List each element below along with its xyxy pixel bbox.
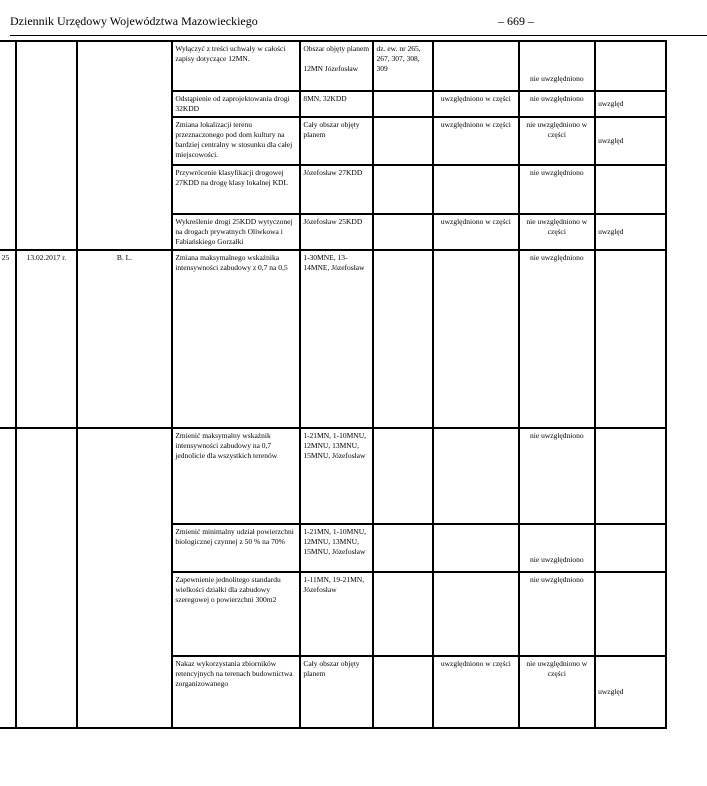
- lp-cell: [0, 41, 16, 250]
- council-decision: nie uwzględniono: [519, 165, 596, 214]
- mayor-decision: uwzględniono w części: [433, 91, 518, 117]
- plot-numbers: [373, 91, 433, 117]
- council-decision: nie uwzględniono w części: [519, 214, 596, 250]
- comment-content: Zmienić minimalny udział powierzchni biologicznej czynnej z 50 % na 70%: [172, 524, 300, 572]
- plot-numbers: [373, 656, 433, 728]
- comment-content: Zmiana maksymalnego wskaźnika intensywności zabudowy z 0,7 na 0,5: [172, 250, 300, 428]
- council-decision: nie uwzględniono: [519, 572, 596, 656]
- area-designation: Cały obszar objęty planem: [300, 656, 373, 728]
- area-designation: 1-11MN, 19-21MN, Józefosław: [300, 572, 373, 656]
- table-row: [0, 428, 666, 524]
- council-decision: nie uwzględniono: [519, 91, 596, 117]
- plot-numbers: dz. ew. nr 265, 267, 307, 308, 309: [373, 41, 433, 91]
- council-decision: nie uwzględniono: [519, 428, 596, 524]
- author-cell: [77, 41, 173, 250]
- table-row: [0, 41, 666, 91]
- area-designation: 8MN, 32KDD: [300, 91, 373, 117]
- comment-content: Wykreślenie drogi 25KDD wytyczonej na drogach prywatnych Oliwkowa i Fabiańskiego Gorzałki: [172, 214, 300, 250]
- header-rule: [10, 35, 707, 36]
- council-decision: nie uwzględniono: [519, 524, 596, 572]
- plot-numbers: [373, 572, 433, 656]
- council-decision-partial: [595, 250, 666, 428]
- council-decision-partial: uwzględ: [595, 117, 666, 165]
- mayor-decision: uwzględniono w części: [433, 117, 518, 165]
- council-decision-partial: [595, 572, 666, 656]
- comment-content: Zmiana lokalizacji terenu przeznaczonego pod dom kultury na bardziej centralny w stosunku dla całej miejscowości.: [172, 117, 300, 165]
- mayor-decision: uwzględniono w części: [433, 214, 518, 250]
- comment-content: Wyłączyć z treści uchwały w całości zapisy dotyczące 12MN.: [172, 41, 300, 91]
- council-decision-partial: uwzględ: [595, 214, 666, 250]
- council-decision-partial: [595, 428, 666, 524]
- area-designation: 1-21MN, 1-10MNU, 12MNU, 13MNU, 15MNU, Józefosław: [300, 428, 373, 524]
- plot-numbers: [373, 117, 433, 165]
- plot-numbers: [373, 214, 433, 250]
- plot-numbers: [373, 524, 433, 572]
- mayor-decision: uwzględniono w części: [433, 656, 518, 728]
- council-decision: nie uwzględniono: [519, 250, 596, 428]
- council-decision: nie uwzględniono w części: [519, 117, 596, 165]
- comments-table: [0, 40, 667, 729]
- area-designation: Cały obszar objęty planem: [300, 117, 373, 165]
- council-decision-partial: [595, 41, 666, 91]
- area-designation: Józefosław 27KDD: [300, 165, 373, 214]
- council-decision-partial: uwzględ: [595, 656, 666, 728]
- area-designation: Józefosław 25KDD: [300, 214, 373, 250]
- comment-content: Zmienić maksymalny wskaźnik intensywności zabudowy na 0,7 jednolicie dla wszystkich terenów: [172, 428, 300, 524]
- date-cell: 13.02.2017 r.: [16, 250, 76, 428]
- author-cell: B. L.: [77, 250, 173, 428]
- comment-content: Nakaz wykorzystania zbiorników retencyjnych na terenach budownictwa zorganizowanego: [172, 656, 300, 728]
- council-decision: nie uwzględniono w części: [519, 656, 596, 728]
- comment-content: Zapewnienie jednolitego standardu wielkości działki dla zabudowy szeregowej o powierzchni 300m2: [172, 572, 300, 656]
- area-designation: Obszar objęty planem 12MN Józefosław: [300, 41, 373, 91]
- area-designation: 1-30MNE, 13-14MNE, Józefosław: [300, 250, 373, 428]
- mayor-decision: [433, 428, 518, 524]
- journal-title: Dziennik Urzędowy Województwa Mazowieckiego: [10, 14, 258, 28]
- lp-cell: [0, 428, 16, 728]
- date-cell: [16, 41, 76, 250]
- plot-numbers: [373, 428, 433, 524]
- mayor-decision: [433, 165, 518, 214]
- lp-cell: 25: [0, 250, 16, 428]
- mayor-decision: [433, 250, 518, 428]
- plot-numbers: [373, 250, 433, 428]
- comment-content: Przywrócenie klasyfikacji drogowej 27KDD na drogę klasy lokalnej KDL: [172, 165, 300, 214]
- author-cell: [77, 428, 173, 728]
- mayor-decision: [433, 41, 518, 91]
- table-row: [0, 250, 666, 428]
- comment-content: Odstąpienie od zaprojektowania drogi 32KDD: [172, 91, 300, 117]
- page-number: – 669 –: [498, 14, 534, 28]
- date-cell: [16, 428, 76, 728]
- council-decision-partial: [595, 524, 666, 572]
- mayor-decision: [433, 572, 518, 656]
- area-designation: 1-21MN, 1-10MNU, 12MNU, 13MNU, 15MNU, Józefosław: [300, 524, 373, 572]
- council-decision-partial: [595, 165, 666, 214]
- council-decision: nie uwzględniono: [519, 41, 596, 91]
- plot-numbers: [373, 165, 433, 214]
- council-decision-partial: uwzględ: [595, 91, 666, 117]
- mayor-decision: [433, 524, 518, 572]
